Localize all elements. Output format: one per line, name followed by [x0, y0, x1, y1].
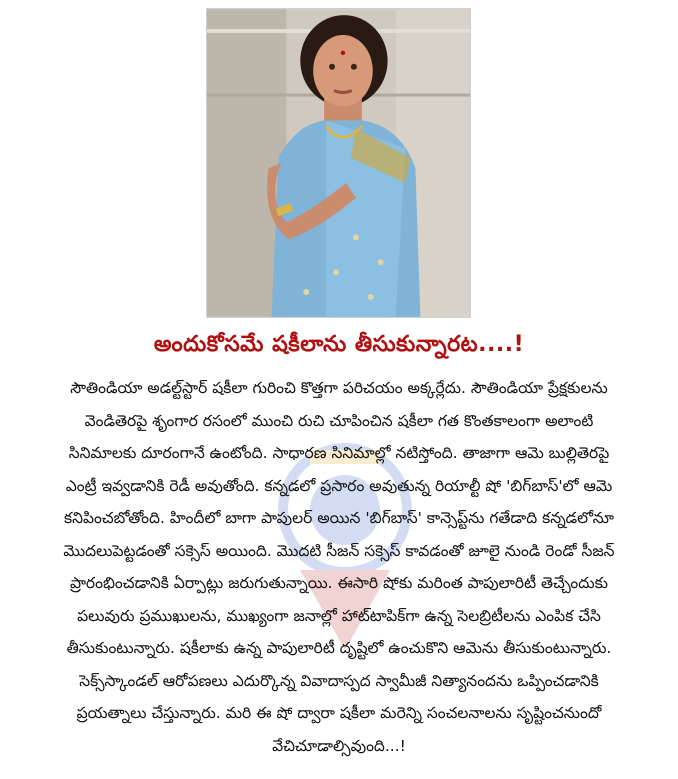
article-line: తీసుకుంటున్నారు. షకీలాకు ఉన్న పాపులారిటీ దృష్టిలో ఉంచుకొని ఆమెను తీసుకుంటున్నారు. [66, 639, 612, 657]
article-line: వేచిచూడాల్సివుంది...! [272, 736, 406, 755]
article-line: ప్రారంభించడానికి ఏర్పాట్లు జరుగుతున్నాయి. ఈసారి షోకు మరింత పాపులారిటీ తెచ్చేందుకు [69, 574, 609, 592]
article-line: మొదలుపెట్టడంతో సక్సెస్ అయింది. మొదటి సీజన్ సక్సెస్ కావడంతో జూలై నుండి రెండో సీజన్ [63, 541, 615, 560]
article-line: సినిమాలకు దూరంగానే ఉంటోంది. సాధారణ సినిమాల్లో నటిస్తోంది. తాజాగా ఆమె బుల్లితెరపై [68, 444, 610, 462]
article-line: ప్రయత్నాలు చేస్తున్నారు. మరి ఈ షో ద్వారా షకీలా మరెన్ని సంచలనాలను సృష్టించనుందో [76, 704, 602, 722]
article-line: పలువురు ప్రముఖులను, ముఖ్యంగా జనాల్లో హాట్‌టాపిక్‌గా ఉన్న సెలబ్రిటీలను ఎంపిక చేసి [77, 606, 601, 625]
article-body [6, 372, 672, 762]
article-line: సెక్స్‌స్కాండల్ ఆరోపణలు ఎదుర్కొన్న వివాదాస్పద స్వామీజీ నిత్యానందను ఒప్పించడానికి [79, 671, 599, 690]
article-line: సౌతిండియా అడల్ట్‌స్టార్ షకీలా గురించి కొత్తగా పరిచయం అక్కర్లేదు. సౌతిండియా ప్రేక్షకులను [70, 379, 608, 397]
article-headline: అందుకోసమే షకీలాను తీసుకున్నారట....! [153, 332, 525, 357]
article-photo [206, 8, 471, 318]
article-line: కనిపించబోతోంది. హిందీలో బాగా పాపులర్ అయిన 'బిగ్‌బాస్' కాన్సెప్ట్‌ను గతేడాది కన్నడలోనూ [64, 509, 614, 527]
article-line: వెండితెరపై శృంగార రసంలో ముంచి రుచి చూపించిన షకీలా గత కొంతకాలంగా అలాంటి [84, 411, 594, 430]
photo-illustration [207, 9, 470, 317]
article-line: ఎంట్రీ ఇవ్వడానికి రెడీ అవుతోంది. కన్నడలో ప్రసారం అవుతున్న రియాల్టీ షో 'బిగ్‌బాస్'లో ఆమె [65, 476, 613, 495]
